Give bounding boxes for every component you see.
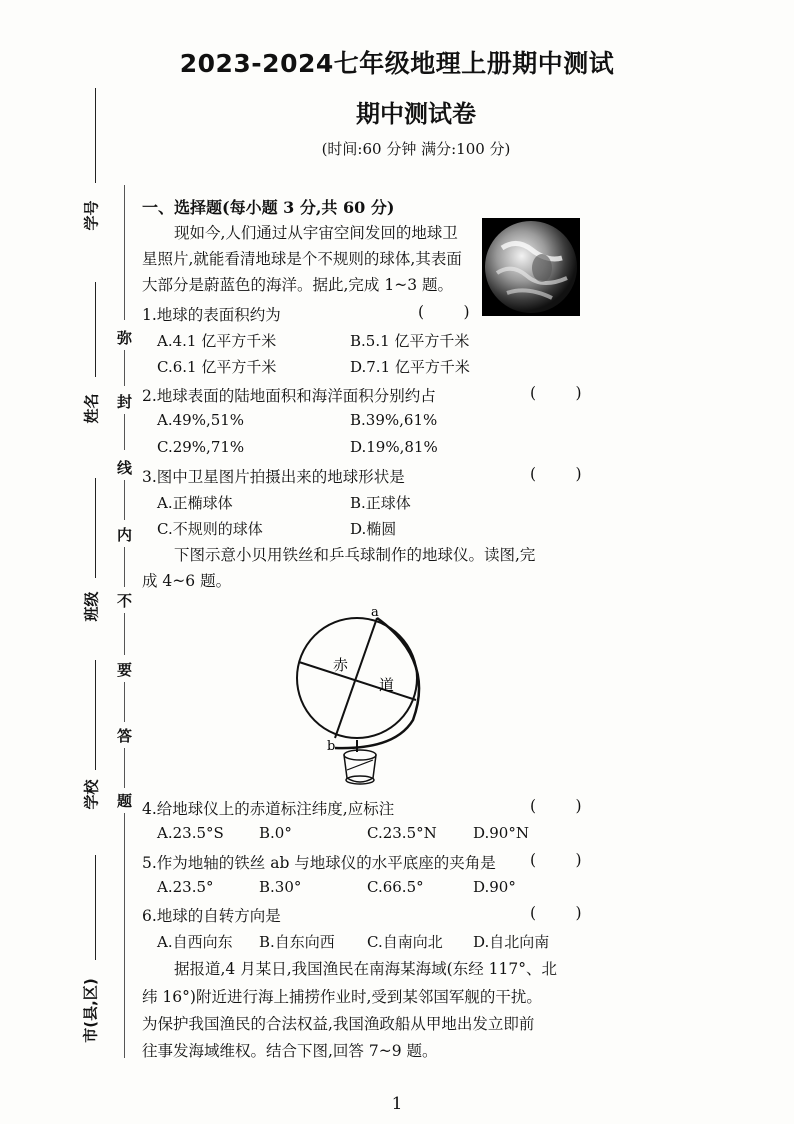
- option-a[interactable]: A.正椭球体: [157, 494, 233, 512]
- option-c[interactable]: C.6.1 亿平方千米: [157, 358, 277, 376]
- earth-satellite-image: [482, 218, 580, 316]
- option-d[interactable]: D.椭圆: [350, 520, 397, 538]
- option-b[interactable]: B.0°: [259, 824, 292, 842]
- page-number: 1: [391, 1094, 403, 1114]
- seal-char: 封: [117, 393, 133, 411]
- option-a[interactable]: A.23.5°S: [157, 824, 224, 842]
- seal-char: 答: [117, 727, 133, 745]
- question-stem: 2.地球表面的陆地面积和海洋面积分别约占: [142, 387, 436, 405]
- intro-line: 星照片,就能看清地球是个不规则的球体,其表面: [142, 250, 462, 268]
- label-chi: 赤: [333, 656, 349, 674]
- seal-line: [124, 414, 125, 450]
- option-b[interactable]: B.5.1 亿平方千米: [350, 332, 470, 350]
- label-dao: 道: [379, 676, 395, 694]
- seal-char: 要: [117, 661, 133, 679]
- seal-line: [124, 350, 125, 386]
- option-c[interactable]: C.自南向北: [367, 933, 443, 951]
- seal-char: 不: [117, 592, 133, 610]
- seal-line: [124, 613, 125, 655]
- seal-line: [124, 682, 125, 722]
- passage-line: 往事发海域维权。结合下图,回答 7~9 题。: [142, 1042, 438, 1060]
- option-b[interactable]: B.正球体: [350, 494, 411, 512]
- option-a[interactable]: A.自西向东: [157, 933, 233, 951]
- page-title: 2023-2024七年级地理上册期中测试: [179, 49, 615, 78]
- answer-blank[interactable]: ( ): [530, 851, 582, 869]
- seal-char: 题: [117, 792, 133, 810]
- margin-line: [95, 478, 96, 578]
- option-c[interactable]: C.29%,71%: [157, 438, 245, 456]
- globe-intro-line: 下图示意小贝用铁丝和乒乓球制作的地球仪。读图,完: [174, 546, 536, 564]
- seal-char: 内: [117, 526, 133, 544]
- margin-line: [95, 660, 96, 770]
- seal-line: [124, 547, 125, 587]
- option-d[interactable]: D.19%,81%: [350, 438, 438, 456]
- answer-blank[interactable]: ( ): [530, 797, 582, 815]
- option-a[interactable]: A.49%,51%: [157, 411, 245, 429]
- margin-label-school: 学校: [82, 779, 101, 810]
- margin-line: [95, 88, 96, 183]
- intro-line: 大部分是蔚蓝色的海洋。据此,完成 1~3 题。: [142, 276, 453, 294]
- label-a: a: [371, 605, 379, 620]
- equator-line: [299, 662, 416, 700]
- seal-line: [124, 813, 125, 1058]
- question-stem: 3.图中卫星图片拍摄出来的地球形状是: [142, 468, 405, 486]
- answer-blank[interactable]: ( ): [530, 465, 582, 483]
- intro-line: 现如今,人们通过从宇宙空间发回的地球卫: [174, 224, 458, 242]
- globe-diagram: [285, 600, 445, 800]
- option-b[interactable]: B.自东向西: [259, 933, 335, 951]
- option-c[interactable]: C.不规则的球体: [157, 520, 263, 538]
- margin-line: [95, 282, 96, 377]
- section-heading: 一、选择题(每小题 3 分,共 60 分): [142, 198, 395, 217]
- passage-line: 纬 16°)附近进行海上捕捞作业时,受到某邻国军舰的干扰。: [142, 988, 542, 1006]
- wire-arc: [335, 618, 419, 748]
- option-d[interactable]: D.自北向南: [473, 933, 550, 951]
- stand-top: [344, 750, 376, 760]
- question-stem: 5.作为地轴的铁丝 ab 与地球仪的水平底座的夹角是: [142, 854, 496, 872]
- answer-blank[interactable]: ( ): [418, 303, 470, 321]
- option-b[interactable]: B.39%,61%: [350, 411, 438, 429]
- passage-line: 为保护我国渔民的合法权益,我国渔政船从甲地出发立即前: [142, 1015, 535, 1033]
- axis-ab: [335, 618, 377, 738]
- margin-label-class: 班级: [82, 591, 101, 622]
- option-a[interactable]: A.23.5°: [157, 878, 214, 896]
- option-d[interactable]: D.90°N: [473, 824, 529, 842]
- seal-char: 线: [117, 459, 133, 477]
- answer-blank[interactable]: ( ): [530, 384, 582, 402]
- option-b[interactable]: B.30°: [259, 878, 302, 896]
- answer-blank[interactable]: ( ): [530, 904, 582, 922]
- margin-label-student-id: 学号: [82, 200, 101, 231]
- margin-label-city: 市(县,区): [81, 978, 100, 1043]
- option-a[interactable]: A.4.1 亿平方千米: [157, 332, 277, 350]
- exam-meta: (时间:60 分钟 满分:100 分): [321, 140, 511, 158]
- question-stem: 1.地球的表面积约为: [142, 306, 281, 324]
- question-stem: 6.地球的自转方向是: [142, 907, 281, 925]
- seal-char: 弥: [117, 329, 133, 347]
- seal-line: [124, 480, 125, 520]
- margin-line: [95, 855, 96, 960]
- seal-line: [124, 748, 125, 788]
- option-c[interactable]: C.23.5°N: [367, 824, 437, 842]
- option-d[interactable]: D.90°: [473, 878, 516, 896]
- globe-intro-line: 成 4~6 题。: [142, 572, 232, 590]
- passage-line: 据报道,4 月某日,我国渔民在南海某海域(东经 117°、北: [174, 960, 557, 978]
- option-c[interactable]: C.66.5°: [367, 878, 424, 896]
- question-stem: 4.给地球仪上的赤道标注纬度,应标注: [142, 800, 395, 818]
- seal-line: [124, 185, 125, 320]
- option-d[interactable]: D.7.1 亿平方千米: [350, 358, 470, 376]
- label-b: b: [327, 739, 336, 754]
- margin-label-name: 姓名: [82, 393, 101, 424]
- page-subtitle: 期中测试卷: [356, 100, 476, 128]
